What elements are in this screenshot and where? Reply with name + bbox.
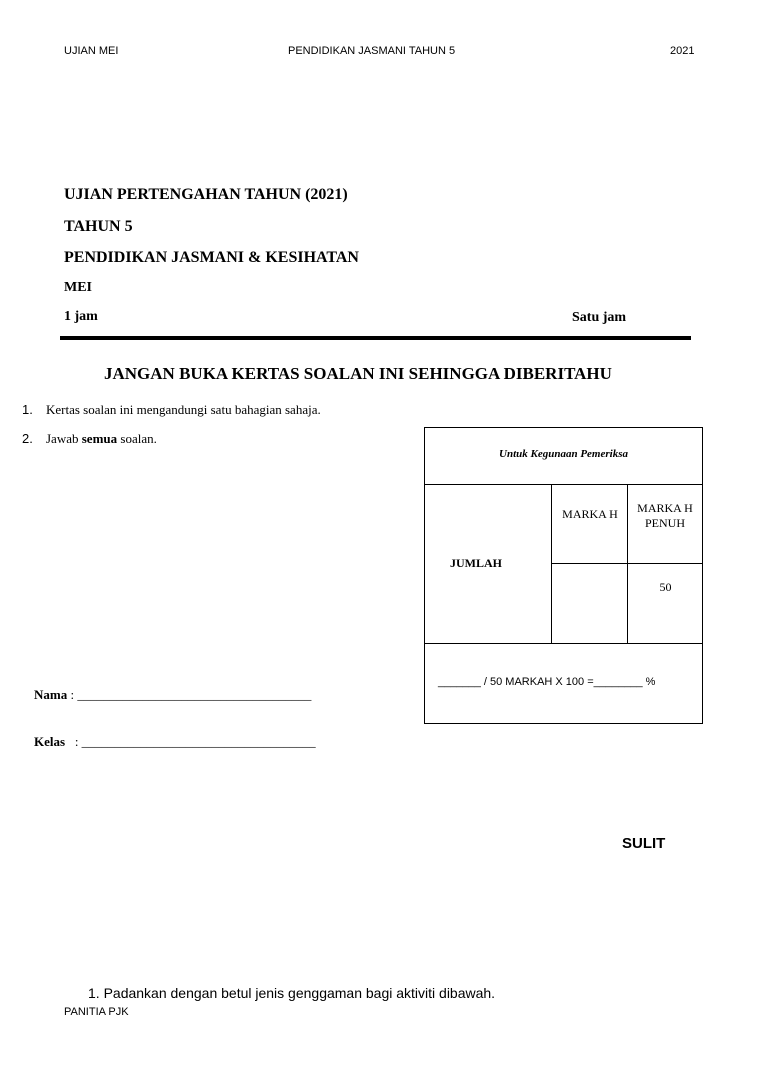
instruction-text: soalan. [120,431,157,446]
col-markah-penuh: MARKA H PENUH [637,501,693,530]
sulit-label: SULIT [622,835,666,852]
header-right: 2021 [670,45,695,57]
instruction-number: 1. [22,402,33,417]
exam-year-level: TAHUN 5 [64,218,133,235]
kelas-line: : ____________________________________ [74,734,316,749]
instruction-text: Kertas soalan ini mengandungi satu bahagian sahaja. [46,402,321,417]
percentage-formula: _______ / 50 MARKAH X 100 =________ % [438,676,656,688]
exam-duration-words: Satu jam [572,310,627,325]
instruction-text: Jawab [46,431,79,446]
header-center: PENDIDIKAN JASMANI TAHUN 5 [288,45,456,57]
table-line-v1 [551,484,552,644]
header-left: UJIAN MEI [64,45,119,57]
instruction-1 [22,402,321,418]
warning-text: JANGAN BUKA KERTAS SOALAN INI SEHINGGA DIBERITAHU [104,364,612,383]
row-jumlah: JUMLAH [450,556,502,570]
table-line-h2 [424,643,703,644]
question-1: 1. Padankan dengan betul jenis genggaman bagi aktiviti dibawah. [88,985,496,1001]
divider-rule [60,336,691,340]
footer-text: PANITIA PJK [64,1006,129,1018]
kelas-field[interactable] [34,734,316,750]
instruction-bold: semua [81,431,118,446]
nama-label: Nama [34,687,68,702]
instruction-number: 2. [22,431,33,446]
col-markah: MARKA H [562,507,618,521]
table-line-v2 [627,484,628,644]
table-line-h1 [424,484,703,485]
exam-duration: 1 jam [64,309,98,324]
exam-subject: PENDIDIKAN JASMANI & KESIHATAN [64,249,359,266]
exam-title: UJIAN PERTENGAHAN TAHUN (2021) [64,186,348,203]
table-heading: Untuk Kegunaan Pemeriksa [499,448,628,460]
exam-month: MEI [64,280,92,295]
kelas-label: Kelas [34,734,66,749]
full-marks-value: 50 [659,580,672,594]
instruction-2 [22,431,157,447]
nama-field[interactable] [34,687,311,703]
nama-line: : ____________________________________ [70,687,312,702]
